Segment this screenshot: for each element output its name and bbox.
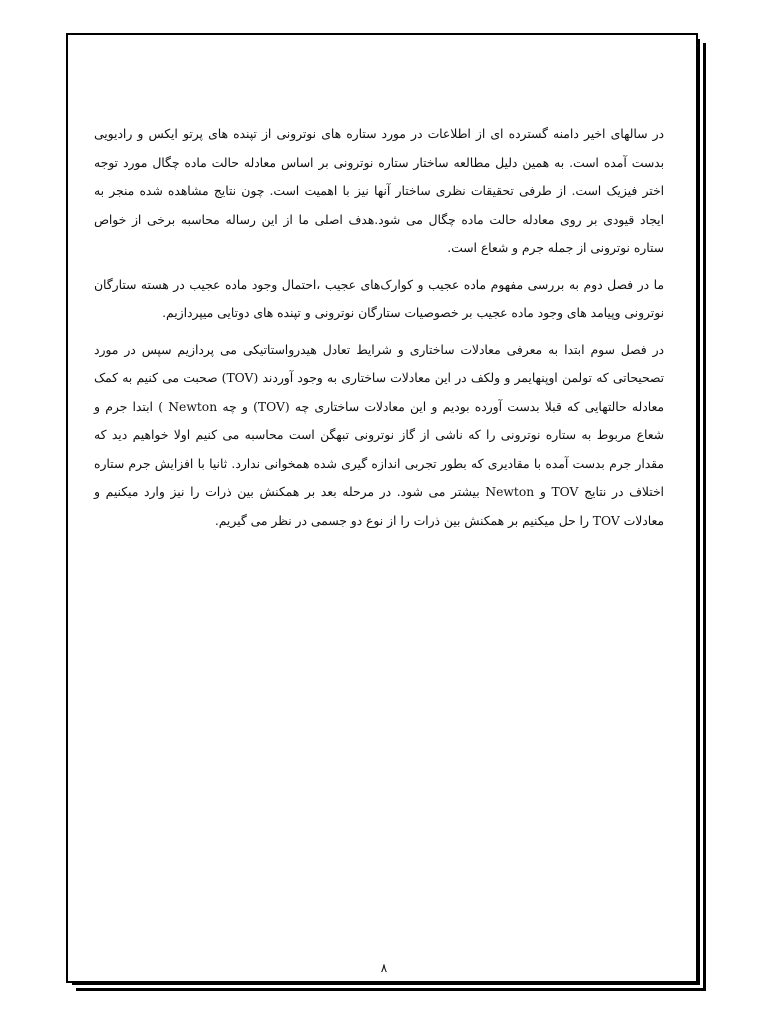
paragraph-intro: در سالهای اخیر دامنه گسترده ای از اطلاعات در مورد ستاره های نوترونی از تپنده های پرتو ایکس و رادیویی بدست آمده است. به همین دلیل مطالعه ساختار ستاره نوترونی بر اساس معادله حالت ماده چگال مورد توجه اختر فیزیک است. از طرفی تحقیقات نظری ساختار آنها نیز با اهمیت است. چون نتایج مشاهده شده منجر به ایجاد قیودی بر روی معادله حالت ماده چگال می شود.هدف اصلی ما از این رساله محاسبه برخی از خواص ستاره نوترونی از جمله جرم و شعاع است. <box>94 127 664 255</box>
paragraph-chapter-three: در فصل سوم ابتدا به معرفی معادلات ساختاری و شرایط تعادل هیدرواستاتیکی می پردازیم سپس در مورد تصحیحاتی که تولمن اوپنهایمر و ولکف در این معادلات ساختاری به وجود آوردند (TOV) صحبت می کنیم به کمک معادله حالتهایی که قبلا بدست آورده بودیم و این معادلات ساختاری چه (TOV) و چه Newton ) ابتدا جرم و شعاع مربوط به ستاره نوترونی را که ناشی از گاز نوترونی تبهگن است محاسبه می کنیم اولا خواهیم دید که مقدار جرم بدست آمده با مقادیری که بطور تجربی اندازه گیری شده همخوانی ندارد. ثانیا با افزایش جرم ستاره اختلاف در نتایج TOV و Newton بیشتر می شود. در مرحله بعد بر همکنش بین ذرات را نیز وارد میکنیم و معادلات TOV را حل میکنیم بر همکنش بین ذرات را از نوع دو جسمی در نظر می گیریم. <box>94 342 664 528</box>
body-text <box>94 120 664 543</box>
paragraph-chapter-two: ما در فصل دوم به بررسی مفهوم ماده عجیب و کوارک‌های عجیب ،احتمال وجود ماده عجیب در هسته ستارگان نوترونی وپیامد های وجود ماده عجیب بر خصوصیات ستارگان نوترونی و تپنده های دوتایی میپردازیم. <box>94 277 664 320</box>
page-number: ۸ <box>380 961 388 975</box>
